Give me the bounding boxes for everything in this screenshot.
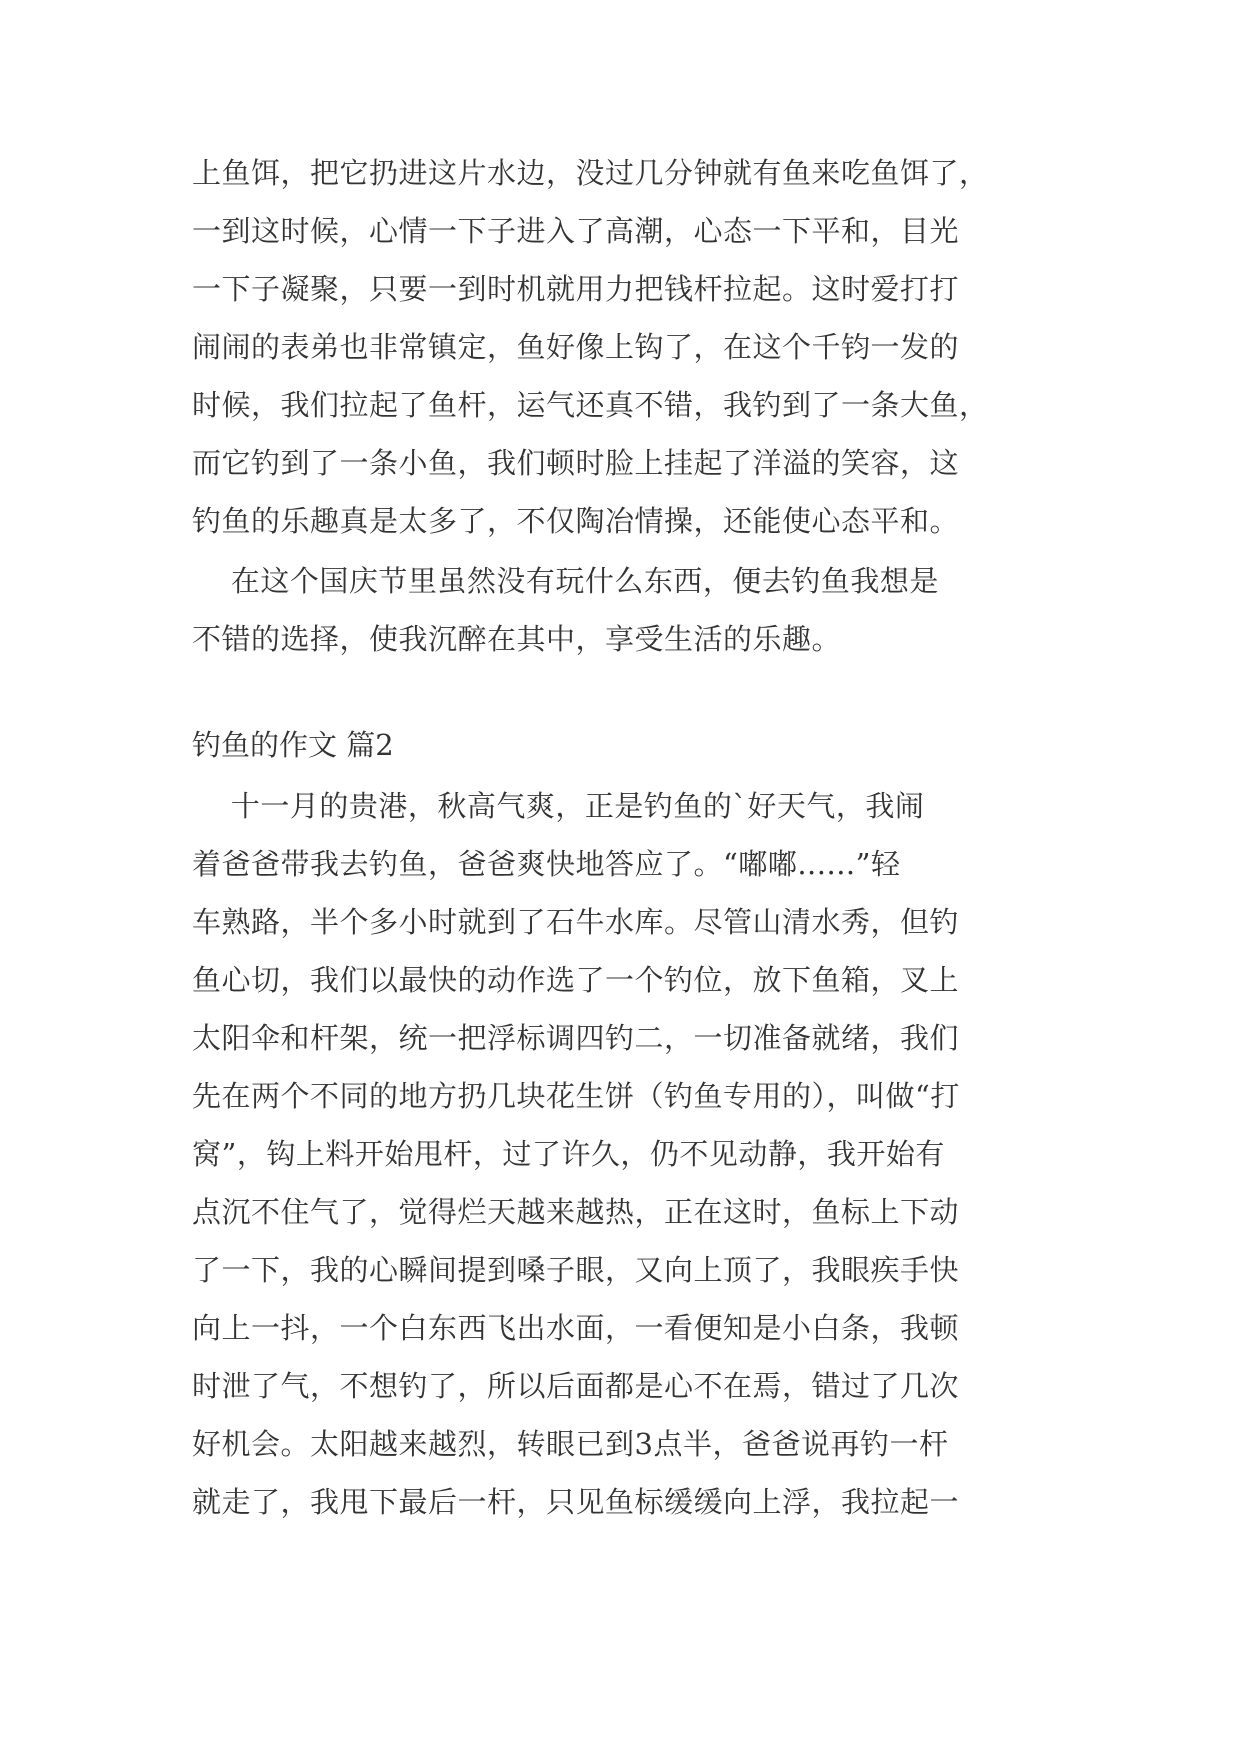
text-line: 不错的选择，使我沉醉在其中，享受生活的乐趣。: [192, 622, 842, 656]
text-line: 先在两个不同的地方扔几块花生饼（钓鱼专用的），叫做“打: [192, 1079, 960, 1113]
text-line: 钓鱼的乐趣真是太多了，不仅陶冶情操，还能使心态平和。: [192, 504, 960, 538]
text-line: 车熟路，半个多小时就到了石牛水库。尽管山清水秀，但钓: [192, 905, 960, 939]
text-line: 闹闹的表弟也非常镇定，鱼好像上钩了，在这个千钧一发的: [192, 330, 960, 364]
text-line: 时候，我们拉起了鱼杆，运气还真不错，我钓到了一条大鱼，: [192, 388, 989, 422]
text-line: 点沉不住气了，觉得烂天越来越热，正在这时，鱼标上下动: [192, 1195, 960, 1229]
section-title: 钓鱼的作文 篇2: [192, 728, 394, 762]
text-line: 上鱼饵，把它扔进这片水边，没过几分钟就有鱼来吃鱼饵了，: [192, 156, 989, 190]
text-line: 了一下，我的心瞬间提到嗓子眼，又向上顶了，我眼疾手快: [192, 1253, 960, 1287]
text-line: 着爸爸带我去钓鱼，爸爸爽快地答应了。“嘟嘟......”轻: [192, 847, 901, 881]
text-line: 太阳伞和杆架，统一把浮标调四钓二，一切准备就绪，我们: [192, 1021, 960, 1055]
text-line: 而它钓到了一条小鱼，我们顿时脸上挂起了洋溢的笑容，这: [192, 446, 960, 480]
text-line: 时泄了气，不想钓了，所以后面都是心不在焉，错过了几次: [192, 1369, 960, 1403]
text-line: 一下子凝聚，只要一到时机就用力把钱杆拉起。这时爱打打: [192, 272, 960, 306]
text-line: 在这个国庆节里虽然没有玩什么东西，便去钓鱼我想是: [192, 564, 939, 598]
text-line: 向上一抖，一个白东西飞出水面，一看便知是小白条，我顿: [192, 1311, 960, 1345]
text-line: 窝”，钩上料开始甩杆，过了许久，仍不见动静，我开始有: [192, 1137, 945, 1171]
text-line: 一到这时候，心情一下子进入了高潮，心态一下平和，目光: [192, 214, 960, 248]
text-line: 好机会。太阳越来越烈，转眼已到3点半，爸爸说再钓一杆: [192, 1427, 949, 1461]
text-line: 就走了，我甩下最后一杆，只见鱼标缓缓向上浮，我拉起一: [192, 1485, 960, 1519]
text-line: 鱼心切，我们以最快的动作选了一个钓位，放下鱼箱，叉上: [192, 963, 960, 997]
text-line: 十一月的贵港，秋高气爽，正是钓鱼的`好天气，我闹: [192, 789, 925, 823]
